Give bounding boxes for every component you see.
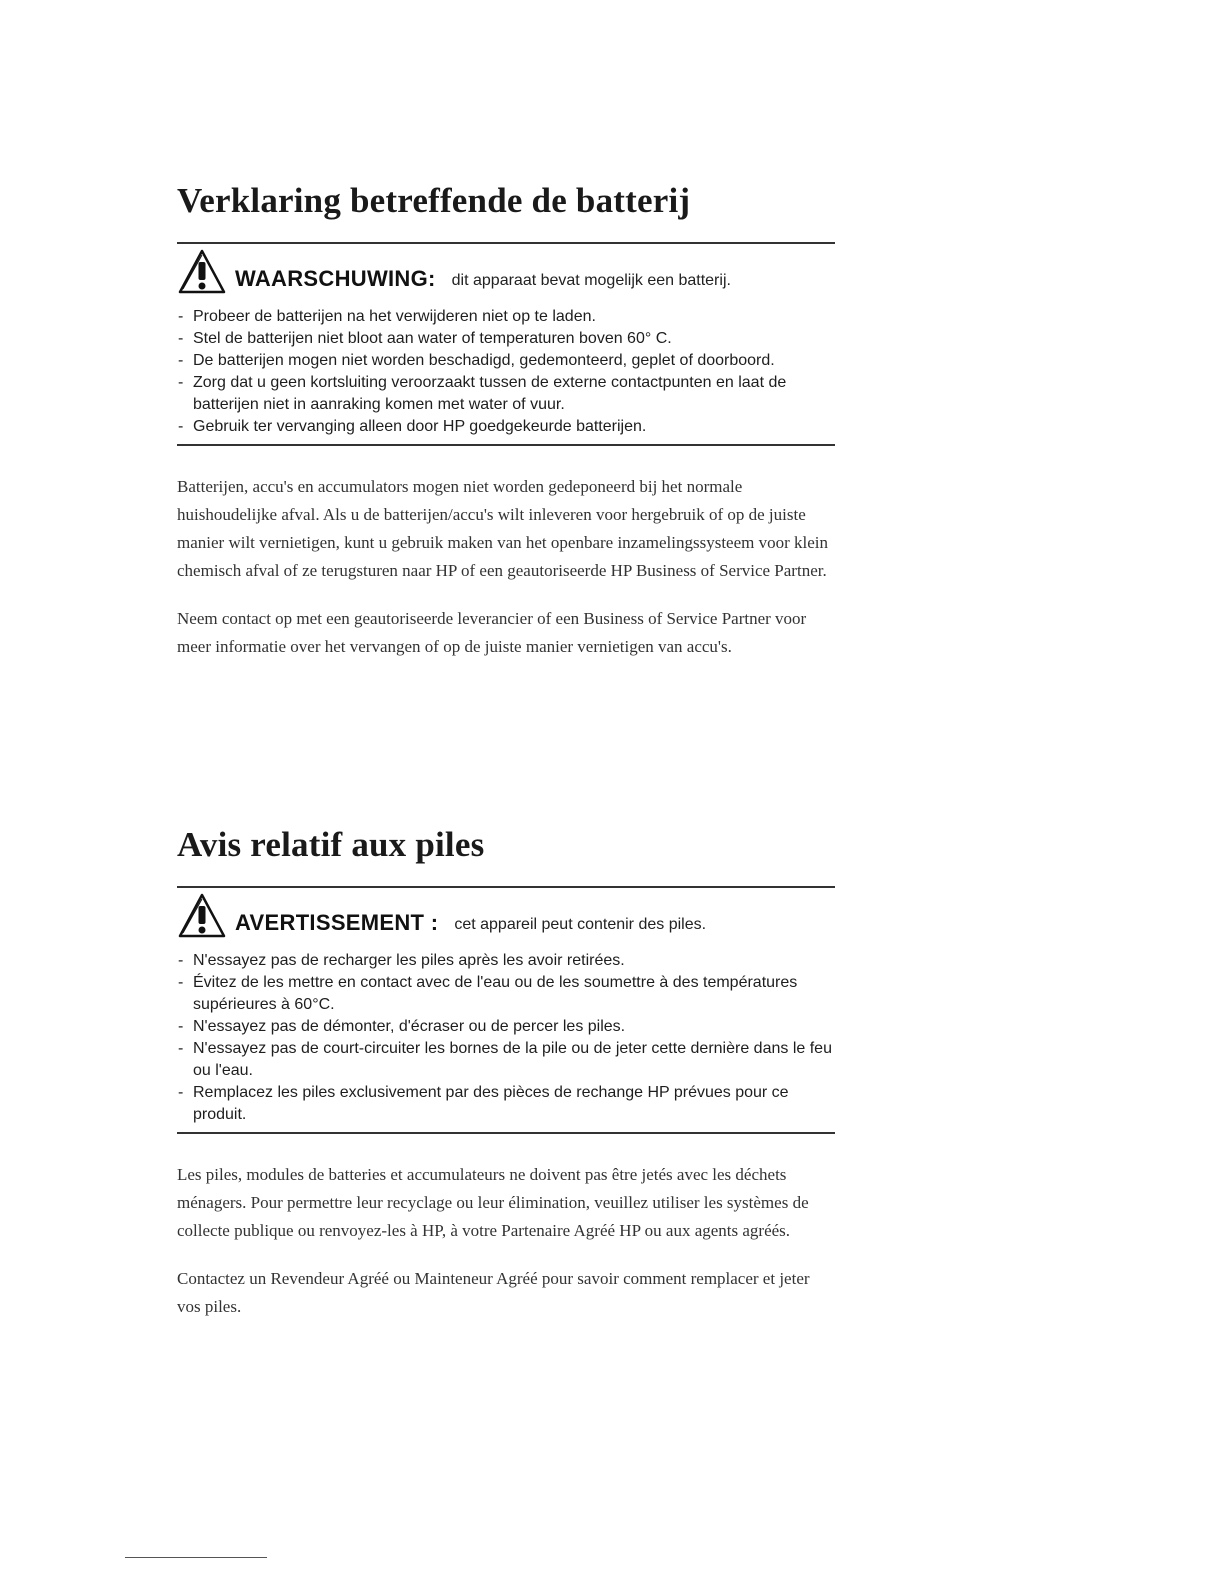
disposal-paragraph-fr: Les piles, modules de batteries et accumulateurs ne doivent pas être jetés avec les déchets ménagers. Pour permettre leur recyclage ou leur élimination, veuillez utiliser les systèmes de collecte publique ou renvoyez-les à HP, à votre Partenaire Agréé HP ou aux agents agréés. xyxy=(177,1165,809,1240)
divider-bottom-nl xyxy=(177,444,835,446)
battery-notice-fr xyxy=(177,822,837,1321)
divider-bottom-fr xyxy=(177,1132,835,1134)
list-item: - N'essayez pas de recharger les piles après les avoir retirées. xyxy=(177,950,837,972)
contact-paragraph-fr: Contactez un Revendeur Agréé ou Mainteneur Agréé pour savoir comment remplacer et jeter vos piles. xyxy=(177,1269,810,1316)
list-item: - Probeer de batterijen na het verwijderen niet op te laden. xyxy=(177,306,837,328)
warning-header-nl xyxy=(177,246,837,296)
contact-paragraph-nl: Neem contact op met een geautoriseerde leverancier of een Business of Service Partner voor meer informatie over het vervangen of op de juiste manier vernietigen van accu's. xyxy=(177,609,807,656)
divider-top-fr xyxy=(177,886,835,888)
warning-label-nl: WAARSCHUWING: xyxy=(235,266,436,291)
warning-triangle-icon xyxy=(177,248,227,296)
list-item: - N'essayez pas de court-circuiter les bornes de la pile ou de jeter cette dernière dans le feu ou l'eau. xyxy=(177,1038,837,1082)
warning-header-fr xyxy=(177,890,837,940)
list-item: - Stel de batterijen niet bloot aan water of temperaturen boven 60° C. xyxy=(177,328,837,350)
list-item: - Évitez de les mettre en contact avec de l'eau ou de les soumettre à des températures supérieures à 60°C. xyxy=(177,972,837,1016)
warning-list-nl xyxy=(177,306,837,438)
list-item: - N'essayez pas de démonter, d'écraser ou de percer les piles. xyxy=(177,1016,837,1038)
footer-rule xyxy=(125,1557,267,1558)
warning-triangle-icon xyxy=(177,892,227,940)
list-item: - De batterijen mogen niet worden beschadigd, gedemonteerd, geplet of doorboord. xyxy=(177,350,837,372)
section-title-nl: Verklaring betreffende de batterij xyxy=(177,181,691,220)
list-item: - Zorg dat u geen kortsluiting veroorzaakt tussen de externe contactpunten en laat de batterijen niet in aanraking komen met water of vuur. xyxy=(177,372,837,416)
list-item: - Gebruik ter vervanging alleen door HP goedgekeurde batterijen. xyxy=(177,416,837,438)
section-title-fr: Avis relatif aux piles xyxy=(177,825,485,864)
list-item: - Remplacez les piles exclusivement par des pièces de rechange HP prévues pour ce produit. xyxy=(177,1082,837,1126)
disposal-paragraph-nl: Batterijen, accu's en accumulators mogen niet worden gedeponeerd bij het normale huishoudelijke afval. Als u de batterijen/accu's wilt inleveren voor hergebruik of op de juiste manier wilt vernietigen, kunt u gebruik maken van het openbare inzamelingssysteem voor klein chemisch afval of ze terugsturen naar HP of een geautoriseerde HP Business of Service Partner. xyxy=(177,477,829,580)
warning-text-nl: dit apparaat bevat mogelijk een batterij. xyxy=(451,272,731,289)
warning-label-fr: AVERTISSEMENT : xyxy=(235,910,439,935)
warning-text-fr: cet appareil peut contenir des piles. xyxy=(454,916,707,933)
battery-notice-nl xyxy=(177,178,837,661)
warning-list-fr xyxy=(177,950,837,1126)
divider-top-nl xyxy=(177,242,835,244)
